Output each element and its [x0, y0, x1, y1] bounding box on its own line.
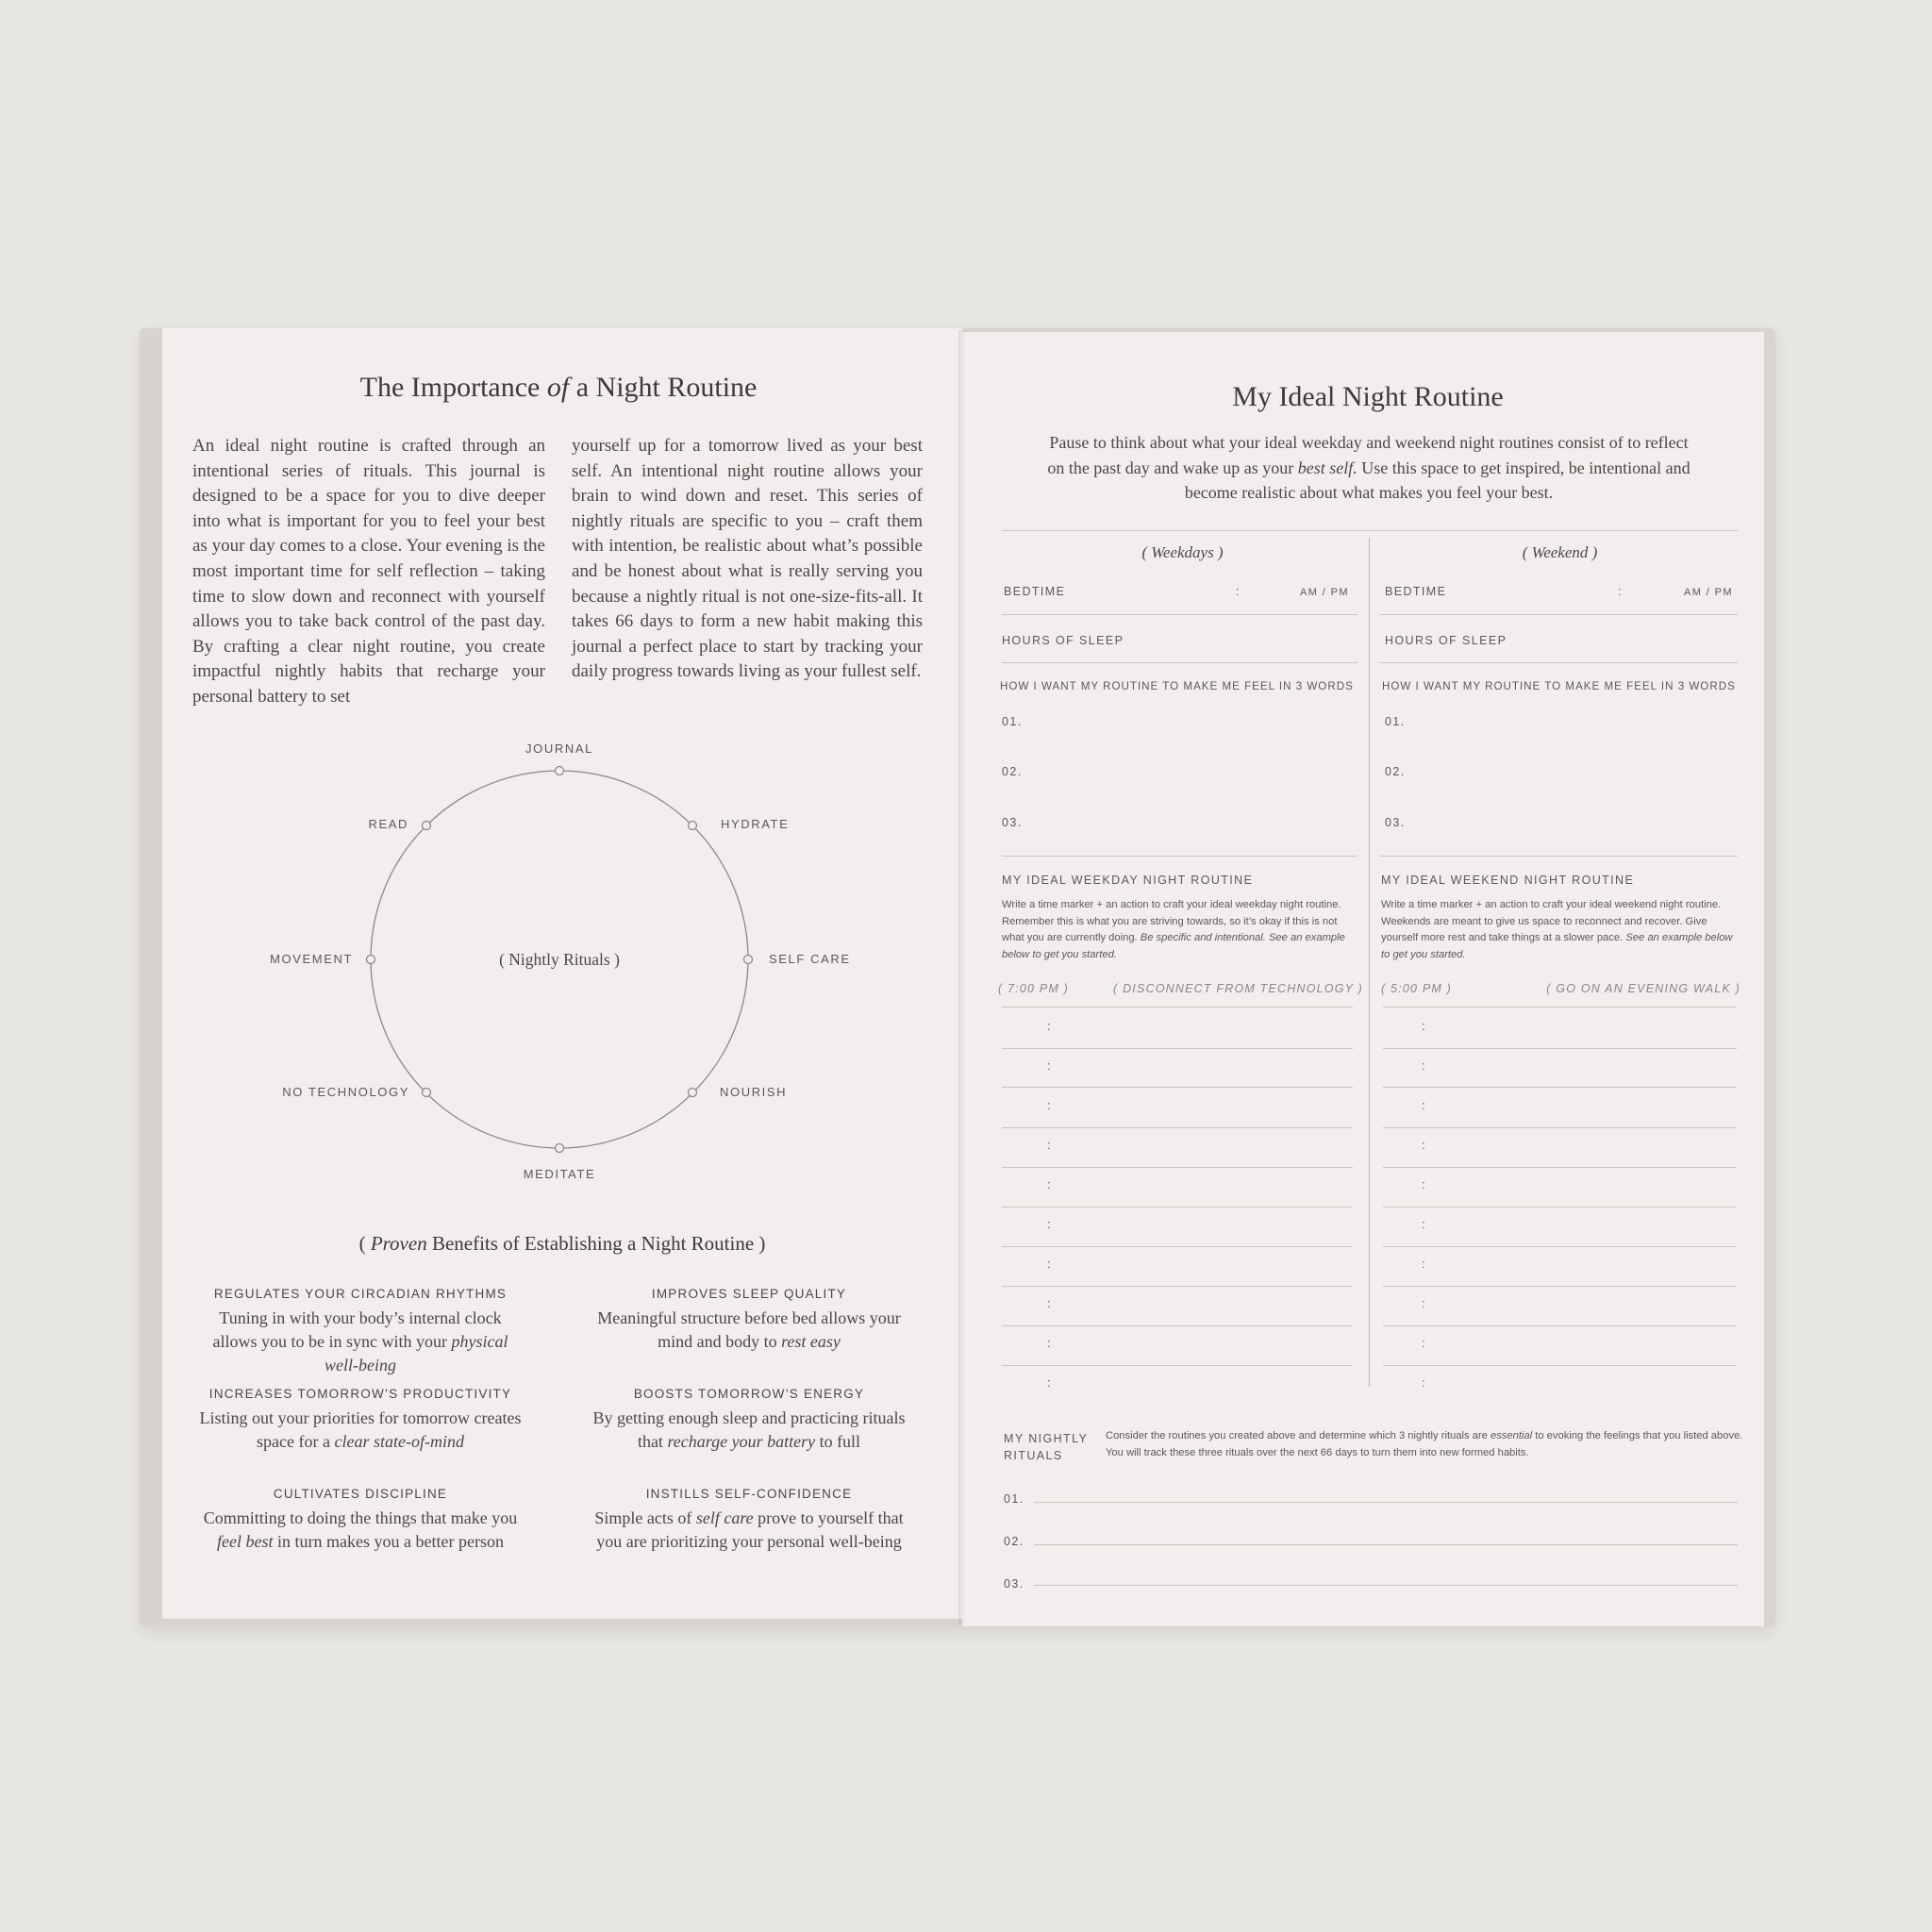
- routine-colon: :: [1047, 1296, 1051, 1310]
- weekend-column: [1379, 332, 1740, 1464]
- wheel-node-journal: [556, 767, 564, 775]
- weekend-feel-01[interactable]: 01.: [1385, 715, 1406, 728]
- weekdays-bedtime-label: BEDTIME: [1004, 585, 1066, 598]
- ritual-01-label: 01.: [1004, 1492, 1024, 1506]
- rituals-instructions: Consider the routines you created above and determine which 3 nightly rituals are essential to evoking the feelings that you listed above. You will track these three rituals over the next 66 days to turn them into new formed habits.: [1106, 1430, 1743, 1458]
- left-page: [162, 328, 962, 1619]
- routine-colon: :: [1047, 1138, 1051, 1152]
- wheel-node-movement: [367, 956, 375, 964]
- benefit-sleep-quality: IMPROVES SLEEP QUALITY Meaningful structure before bed allows your mind and body to rest easy: [597, 1287, 901, 1351]
- weekend-example-rule: [1383, 1007, 1737, 1008]
- routine-line[interactable]: [1383, 1286, 1737, 1287]
- weekend-am-pm[interactable]: AM / PM: [1684, 587, 1733, 598]
- routine-colon: :: [1422, 1019, 1425, 1033]
- routine-colon: :: [1422, 1058, 1425, 1073]
- routine-colon: :: [1047, 1217, 1051, 1231]
- routine-line[interactable]: [1002, 1325, 1353, 1326]
- routine-line[interactable]: [1383, 1127, 1737, 1128]
- weekdays-routine-title: MY IDEAL WEEKDAY NIGHT ROUTINE: [1002, 874, 1254, 887]
- routine-line[interactable]: [1002, 1167, 1353, 1168]
- wheel-node-no-technology: [423, 1089, 431, 1097]
- ritual-01-line[interactable]: [1034, 1502, 1738, 1503]
- routine-colon: :: [1047, 1058, 1051, 1073]
- routine-colon: :: [1422, 1177, 1425, 1191]
- weekend-heading: ( Weekend ): [1522, 543, 1598, 561]
- book-gutter: [958, 330, 966, 1624]
- routine-colon: :: [1047, 1336, 1051, 1350]
- wheel-center-label: ( Nightly Rituals ): [499, 950, 620, 969]
- label-hydrate: HYDRATE: [721, 817, 790, 831]
- weekdays-feel-02[interactable]: 02.: [1002, 765, 1023, 778]
- ritual-03-line[interactable]: [1034, 1585, 1738, 1586]
- benefit-productivity: INCREASES TOMORROW’S PRODUCTIVITY Listing out your priorities for tomorrow creates space for a clear state-of-mind: [199, 1387, 522, 1451]
- label-nourish: NOURISH: [720, 1085, 788, 1099]
- routine-colon: :: [1422, 1336, 1425, 1350]
- weekdays-example-time: ( 7:00 PM ): [998, 982, 1070, 995]
- routine-line[interactable]: [1383, 1207, 1737, 1208]
- routine-colon: :: [1422, 1098, 1425, 1112]
- wheel-node-hydrate: [689, 822, 697, 830]
- routine-line[interactable]: [1002, 1048, 1353, 1049]
- right-page: [962, 332, 1764, 1626]
- weekend-example-time: ( 5:00 PM ): [1381, 982, 1453, 995]
- weekdays-feel-rule: [1002, 856, 1357, 857]
- label-movement: MOVEMENT: [270, 952, 353, 966]
- weekend-routine-instructions: Write a time marker + an action to craft your ideal weekend night routine. Weekends are meant to give us space to reconnect and recover. Give yourself more rest and take things at a slower pace. See an example below to get you started.: [1381, 899, 1733, 960]
- weekdays-feel-03[interactable]: 03.: [1002, 816, 1023, 829]
- wheel-node-meditate: [556, 1144, 564, 1153]
- weekdays-example-rule: [1002, 1007, 1353, 1008]
- routine-line[interactable]: [1002, 1286, 1353, 1287]
- routine-line[interactable]: [1002, 1207, 1353, 1208]
- ritual-02-label: 02.: [1004, 1535, 1024, 1548]
- routine-colon: :: [1422, 1375, 1425, 1390]
- weekend-hours-rule: [1379, 662, 1738, 663]
- weekdays-hours-rule: [1002, 662, 1357, 663]
- weekdays-bedtime-rule: [1002, 614, 1357, 615]
- rituals-label: MY NIGHTLY RITUALS: [1004, 1432, 1089, 1462]
- weekend-feel-rule: [1379, 856, 1738, 857]
- routine-colon: :: [1047, 1098, 1051, 1112]
- wheel-node-self-care: [744, 956, 753, 964]
- label-read: READ: [368, 817, 408, 831]
- ritual-03-label: 03.: [1004, 1577, 1024, 1591]
- routine-line[interactable]: [1002, 1365, 1353, 1366]
- routine-line[interactable]: [1383, 1048, 1737, 1049]
- weekdays-routine-instructions: Write a time marker + an action to craft your ideal weekday night routine. Remember this is what you are striving towards, so it’s okay if this is not what you are currently doing. Be specific and intentional. See an example below to get you started.: [1002, 899, 1345, 960]
- routine-line[interactable]: [1383, 1087, 1737, 1088]
- weekend-feel-03[interactable]: 03.: [1385, 816, 1406, 829]
- wheel-node-read: [423, 822, 431, 830]
- benefit-circadian: REGULATES YOUR CIRCADIAN RHYTHMS Tuning in with your body’s internal clock allows you to be in sync with your physical well-being: [212, 1287, 508, 1374]
- weekend-bedtime-label: BEDTIME: [1385, 585, 1447, 598]
- right-page-intro: Pause to think about what your ideal weekday and weekend night routines consist of to reflect on the past day and wake up as your best self. Use this space to get inspired, be intentional and become realistic about what makes you feel your best.: [1047, 433, 1690, 502]
- weekdays-example-action: ( DISCONNECT FROM TECHNOLOGY ): [1113, 982, 1363, 995]
- benefit-self-confidence: INSTILLS SELF-CONFIDENCE Simple acts of self care prove to yourself that you are prioritizing your personal well-being: [594, 1487, 904, 1551]
- routine-colon: :: [1422, 1217, 1425, 1231]
- routine-line[interactable]: [1002, 1087, 1353, 1088]
- routine-colon: :: [1422, 1138, 1425, 1152]
- routine-colon: :: [1047, 1177, 1051, 1191]
- label-meditate: MEDITATE: [523, 1167, 596, 1181]
- routine-colon: :: [1422, 1257, 1425, 1271]
- label-journal: JOURNAL: [525, 741, 593, 756]
- intro-column-1: An ideal night routine is crafted through an intentional series of rituals. This journal is designed to be a space for you to dive deeper into what is important for you to feel your best as your day comes to a close. Your evening is the most important time for self reflection – taking time to slow down and reconnect with yourself allows you to take back control of the past day. By crafting a clear night routine, you create impactful nightly habits that recharge your personal battery to set: [192, 436, 545, 707]
- routine-line[interactable]: [1383, 1325, 1737, 1326]
- weekend-example-action: ( GO ON AN EVENING WALK ): [1546, 982, 1740, 995]
- benefit-energy: BOOSTS TOMORROW’S ENERGY By getting enough sleep and practicing rituals that recharge your battery to full: [592, 1387, 906, 1451]
- benefits-heading: ( Proven Benefits of Establishing a Night Routine ): [358, 1232, 766, 1255]
- routine-line[interactable]: [1383, 1167, 1737, 1168]
- weekdays-feel-label: HOW I WANT MY ROUTINE TO MAKE ME FEEL IN 3 WORDS: [1000, 680, 1354, 692]
- weekend-bedtime-colon[interactable]: :: [1618, 585, 1623, 598]
- routine-colon: :: [1047, 1019, 1051, 1033]
- routine-colon: :: [1047, 1257, 1051, 1271]
- benefit-discipline: CULTIVATES DISCIPLINE Committing to doing the things that make you feel best in turn makes you a better person: [203, 1487, 518, 1551]
- ritual-02-line[interactable]: [1034, 1544, 1738, 1545]
- intro-column-2: yourself up for a tomorrow lived as your best self. An intentional night routine allows your brain to wind down and reset. This series of nightly rituals are specific to you – craft them with intention, be realistic about what’s possible and be honest about what is really serving you because a nightly ritual is not one-size-fits-all. It takes 66 days to form a new habit making this journal a perfect place to start by tracking your daily progress towards living as your fullest self.: [572, 436, 923, 682]
- weekend-feel-02[interactable]: 02.: [1385, 765, 1406, 778]
- weekdays-heading: ( Weekdays ): [1141, 543, 1224, 561]
- weekend-feel-label: HOW I WANT MY ROUTINE TO MAKE ME FEEL IN 3 WORDS: [1382, 680, 1736, 692]
- routine-colon: :: [1422, 1296, 1425, 1310]
- routine-line[interactable]: [1002, 1246, 1353, 1247]
- right-page-title: My Ideal Night Routine: [1232, 381, 1504, 412]
- column-divider: [1369, 538, 1370, 1387]
- routine-line[interactable]: [1002, 1127, 1353, 1128]
- weekdays-hours-label[interactable]: HOURS OF SLEEP: [1002, 634, 1124, 647]
- weekdays-feel-01[interactable]: 01.: [1002, 715, 1023, 728]
- wheel-node-nourish: [689, 1089, 697, 1097]
- weekdays-column: [998, 332, 1363, 1464]
- weekdays-am-pm[interactable]: AM / PM: [1300, 587, 1349, 598]
- routine-colon: :: [1047, 1375, 1051, 1390]
- label-self-care: SELF CARE: [769, 952, 851, 966]
- routine-line[interactable]: [1383, 1246, 1737, 1247]
- weekend-hours-label[interactable]: HOURS OF SLEEP: [1385, 634, 1507, 647]
- routine-line[interactable]: [1383, 1365, 1737, 1366]
- label-no-technology: NO TECHNOLOGY: [282, 1085, 409, 1099]
- weekend-bedtime-rule: [1379, 614, 1738, 615]
- weekdays-bedtime-colon[interactable]: :: [1236, 585, 1241, 598]
- weekend-routine-title: MY IDEAL WEEKEND NIGHT ROUTINE: [1381, 874, 1635, 887]
- left-page-title: The Importance of a Night Routine: [359, 372, 758, 403]
